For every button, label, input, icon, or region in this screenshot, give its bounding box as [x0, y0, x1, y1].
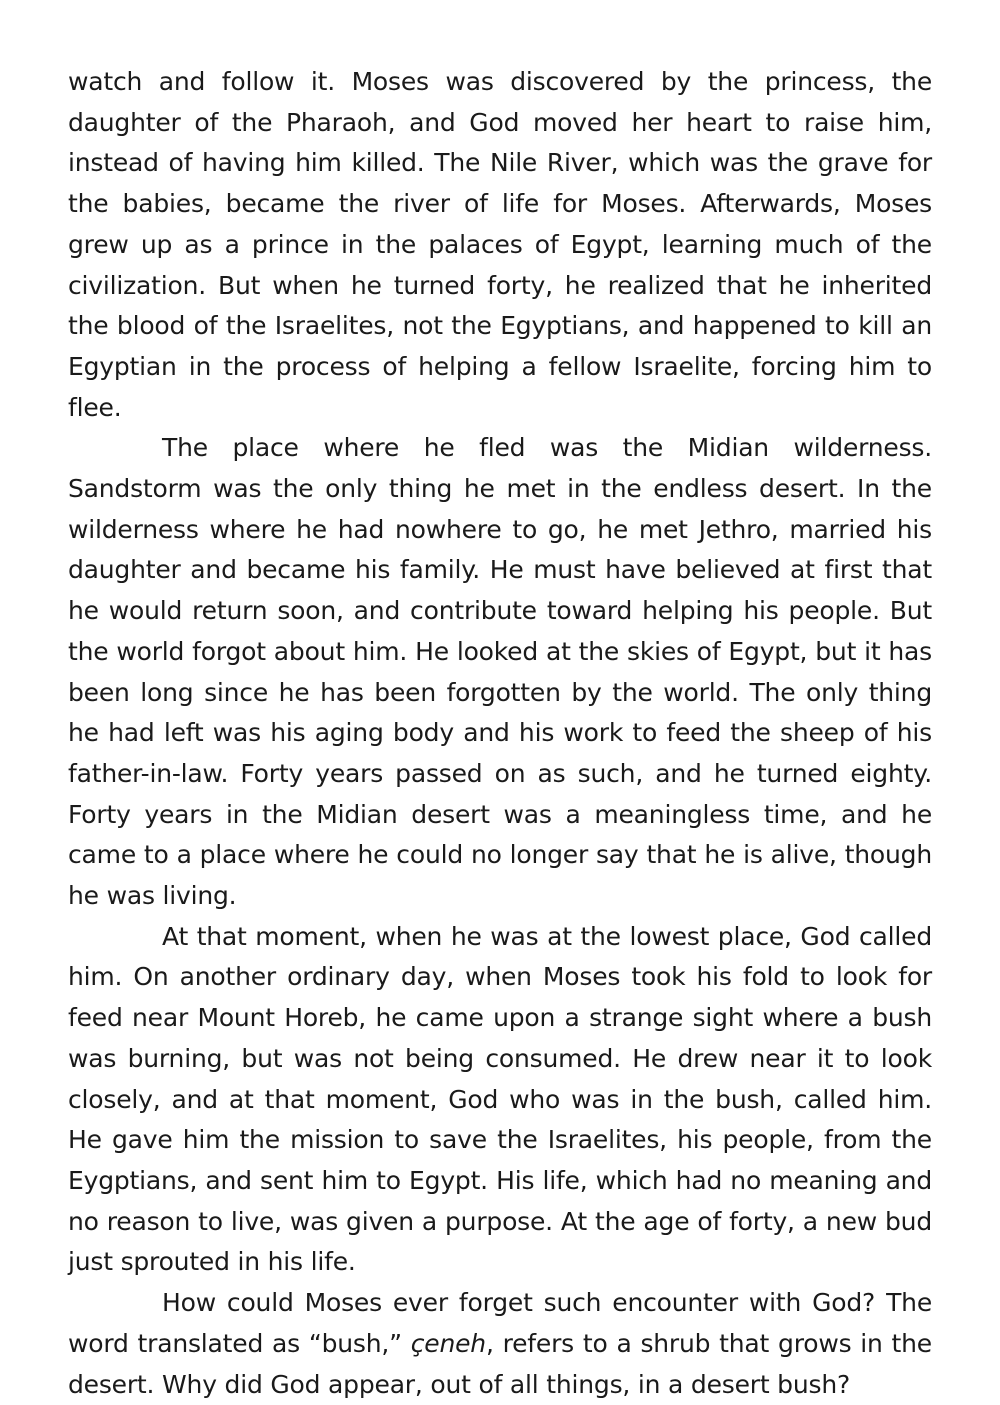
paragraph-1: watch and follow it. Moses was discovered by the princess, the daughter of the Pharaoh, and God moved her heart to raise him, instead of having him killed. The Nile River, which was the grave for the babies, became the river of life for Moses. Afterwards, Moses grew up as a prince in the palaces of Egypt, learning much of the civilization. But when he turned forty, he realized that he inherited the blood of the Israelites, not the Egyptians, and happened to kill an Egyptian in the process of helping a fellow Israelite, forcing him to flee. [68, 67, 932, 422]
paragraph-4 [68, 1283, 932, 1405]
paragraph-4-text-before: How could Moses ever forget such encounter with God? The word translated as “bush,” [68, 1288, 932, 1358]
paragraph-3: At that moment, when he was at the lowest place, God called him. On another ordinary day, when Moses took his fold to look for feed near Mount Horeb, he came upon a strange sight where a bush was burning, but was not being consumed. He drew near it to look closely, and at that moment, God who was in the bush, called him. He gave him the mission to save the Israelites, his people, from the Eygptians, and sent him to Egypt. His life, which had no meaning and no reason to live, was given a purpose. At the age of forty, a new bud just sprouted in his life. [68, 921, 932, 1277]
paragraph-4-text-after: , refers to a shrub that grows in the desert. Why did God appear, out of all things, in a desert bush? [68, 1328, 932, 1399]
paragraph-2: The place where he fled was the Midian wilderness. Sandstorm was the only thing he met in the endless desert. In the wilderness where he had nowhere to go, he met Jethro, married his daughter and became his family. He must have believed at first that he would return soon, and contribute toward helping his people. But the world forgot about him. He looked at the skies of Egypt, but it has been long since he has been forgotten by the world. The only thing he had left was his aging body and his work to feed the sheep of his father-in-law. Forty years passed on as such, and he turned eighty. Forty years in the Midian desert was a meaningless time, and he came to a place where he could no longer say that he is alive, though he was living. [68, 433, 932, 911]
document-body [68, 62, 932, 1405]
hebrew-term: çeneh [410, 1328, 486, 1358]
